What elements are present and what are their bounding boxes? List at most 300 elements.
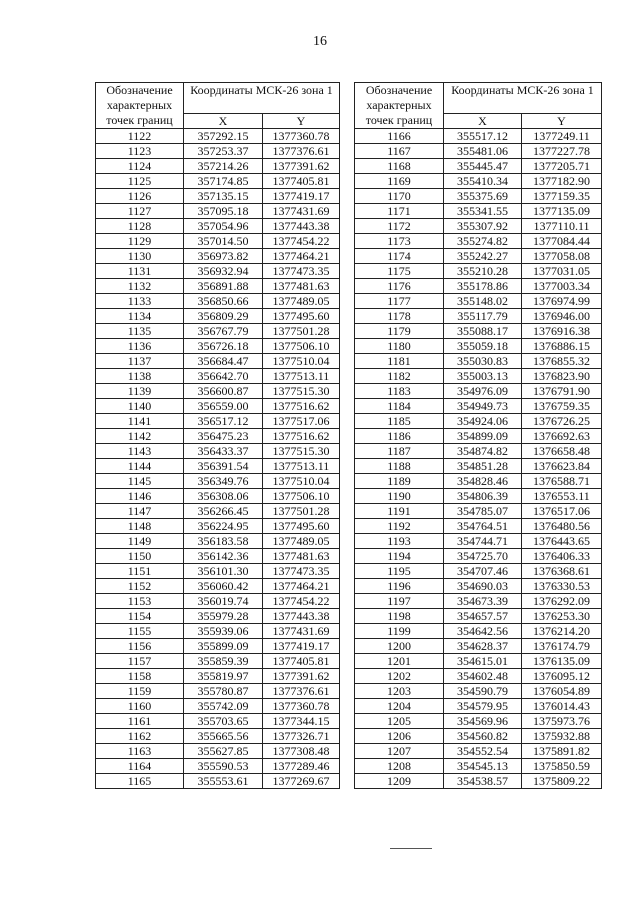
- cell-y: 1377454.22: [263, 594, 340, 609]
- cell-point-id: 1153: [96, 594, 184, 609]
- header-point-label: Обозначение характерных точек границ: [96, 83, 184, 129]
- cell-x: 355375.69: [444, 189, 522, 204]
- cell-point-id: 1200: [355, 639, 444, 654]
- cell-x: 356183.58: [184, 534, 263, 549]
- cell-x: 354899.09: [444, 429, 522, 444]
- cell-y: 1376330.53: [522, 579, 602, 594]
- cell-y: 1376823.90: [522, 369, 602, 384]
- table-row: [355, 729, 602, 744]
- cell-x: 355148.02: [444, 294, 522, 309]
- cell-x: 357054.96: [184, 219, 263, 234]
- cell-point-id: 1125: [96, 174, 184, 189]
- cell-y: 1377506.10: [263, 489, 340, 504]
- cell-y: 1377360.78: [263, 699, 340, 714]
- table-row: [355, 399, 602, 414]
- cell-point-id: 1170: [355, 189, 444, 204]
- cell-point-id: 1149: [96, 534, 184, 549]
- cell-y: 1376443.65: [522, 534, 602, 549]
- cell-x: 354615.01: [444, 654, 522, 669]
- cell-x: 355088.17: [444, 324, 522, 339]
- cell-x: 355819.97: [184, 669, 263, 684]
- cell-point-id: 1193: [355, 534, 444, 549]
- table-row: [355, 429, 602, 444]
- cell-y: 1377481.63: [263, 549, 340, 564]
- table-row: [96, 714, 340, 729]
- header-coords-group: Координаты МСК-26 зона 1: [184, 83, 340, 114]
- table-row: [355, 474, 602, 489]
- cell-y: 1375932.88: [522, 729, 602, 744]
- cell-y: 1377501.28: [263, 504, 340, 519]
- header-x: X: [444, 114, 522, 129]
- cell-y: 1377419.17: [263, 639, 340, 654]
- cell-x: 355859.39: [184, 654, 263, 669]
- cell-y: 1376174.79: [522, 639, 602, 654]
- cell-x: 356891.88: [184, 279, 263, 294]
- cell-y: 1377376.61: [263, 144, 340, 159]
- cell-x: 355703.65: [184, 714, 263, 729]
- cell-y: 1375891.82: [522, 744, 602, 759]
- cell-y: 1376916.38: [522, 324, 602, 339]
- cell-point-id: 1141: [96, 414, 184, 429]
- table-row: [355, 609, 602, 624]
- cell-x: 354628.37: [444, 639, 522, 654]
- cell-y: 1376406.33: [522, 549, 602, 564]
- table-row: [355, 744, 602, 759]
- cell-x: 355742.09: [184, 699, 263, 714]
- table-row: [96, 564, 340, 579]
- table-row: [96, 324, 340, 339]
- cell-x: 355242.27: [444, 249, 522, 264]
- cell-point-id: 1181: [355, 354, 444, 369]
- table-row: [96, 744, 340, 759]
- cell-x: 357174.85: [184, 174, 263, 189]
- cell-x: 356475.23: [184, 429, 263, 444]
- cell-y: 1377489.05: [263, 534, 340, 549]
- table-row: [355, 774, 602, 789]
- cell-x: 354569.96: [444, 714, 522, 729]
- table-row: [355, 534, 602, 549]
- table-row: [96, 384, 340, 399]
- table-row: [96, 699, 340, 714]
- cell-y: 1377391.62: [263, 669, 340, 684]
- table-row: [96, 504, 340, 519]
- cell-y: 1376480.56: [522, 519, 602, 534]
- cell-point-id: 1191: [355, 504, 444, 519]
- cell-point-id: 1136: [96, 339, 184, 354]
- table-row: [96, 654, 340, 669]
- table-row: [355, 219, 602, 234]
- table-row: [355, 339, 602, 354]
- cell-point-id: 1204: [355, 699, 444, 714]
- cell-y: 1377135.09: [522, 204, 602, 219]
- header-y: Y: [522, 114, 602, 129]
- cell-point-id: 1169: [355, 174, 444, 189]
- table-row: [96, 129, 340, 144]
- cell-y: 1376658.48: [522, 444, 602, 459]
- table-row: [355, 669, 602, 684]
- table-row: [96, 174, 340, 189]
- cell-point-id: 1179: [355, 324, 444, 339]
- table-row: [96, 549, 340, 564]
- cell-y: 1377464.21: [263, 579, 340, 594]
- table-row: [96, 234, 340, 249]
- table-row: [96, 309, 340, 324]
- table-row: [355, 759, 602, 774]
- header-y: Y: [263, 114, 340, 129]
- cell-y: 1377031.05: [522, 264, 602, 279]
- table-row: [355, 624, 602, 639]
- cell-y: 1377515.30: [263, 384, 340, 399]
- cell-point-id: 1162: [96, 729, 184, 744]
- cell-x: 356060.42: [184, 579, 263, 594]
- cell-point-id: 1202: [355, 669, 444, 684]
- cell-y: 1377516.62: [263, 429, 340, 444]
- cell-y: 1377084.44: [522, 234, 602, 249]
- cell-point-id: 1189: [355, 474, 444, 489]
- cell-point-id: 1154: [96, 609, 184, 624]
- cell-point-id: 1152: [96, 579, 184, 594]
- table-row: [355, 654, 602, 669]
- header-coords-group: Координаты МСК-26 зона 1: [444, 83, 602, 114]
- cell-x: 356973.82: [184, 249, 263, 264]
- table-row: [355, 129, 602, 144]
- footer-divider: [390, 848, 432, 849]
- cell-point-id: 1127: [96, 204, 184, 219]
- cell-x: 356517.12: [184, 414, 263, 429]
- cell-point-id: 1159: [96, 684, 184, 699]
- cell-x: 354579.95: [444, 699, 522, 714]
- cell-y: 1377510.04: [263, 474, 340, 489]
- coordinates-table-left: [95, 82, 340, 789]
- cell-x: 354785.07: [444, 504, 522, 519]
- table-row: [355, 639, 602, 654]
- table-row: [96, 264, 340, 279]
- cell-y: 1376368.61: [522, 564, 602, 579]
- cell-x: 354707.46: [444, 564, 522, 579]
- cell-y: 1376135.09: [522, 654, 602, 669]
- cell-x: 356308.06: [184, 489, 263, 504]
- table-row: [355, 444, 602, 459]
- cell-y: 1377159.35: [522, 189, 602, 204]
- cell-point-id: 1151: [96, 564, 184, 579]
- cell-y: 1376553.11: [522, 489, 602, 504]
- coordinates-table-right: [354, 82, 602, 789]
- cell-x: 357214.26: [184, 159, 263, 174]
- table-row: [96, 444, 340, 459]
- table-row: [96, 579, 340, 594]
- cell-point-id: 1144: [96, 459, 184, 474]
- table-row: [96, 429, 340, 444]
- cell-x: 354657.57: [444, 609, 522, 624]
- table-row: [355, 564, 602, 579]
- cell-x: 354874.82: [444, 444, 522, 459]
- cell-x: 355178.86: [444, 279, 522, 294]
- cell-point-id: 1194: [355, 549, 444, 564]
- cell-x: 357095.18: [184, 204, 263, 219]
- table-row: [355, 684, 602, 699]
- table-row: [96, 759, 340, 774]
- cell-y: 1376292.09: [522, 594, 602, 609]
- cell-point-id: 1122: [96, 129, 184, 144]
- cell-x: 356142.36: [184, 549, 263, 564]
- cell-x: 355410.34: [444, 174, 522, 189]
- cell-y: 1377516.62: [263, 399, 340, 414]
- cell-x: 354851.28: [444, 459, 522, 474]
- cell-y: 1377376.61: [263, 684, 340, 699]
- cell-x: 354673.39: [444, 594, 522, 609]
- table-row: [355, 459, 602, 474]
- cell-x: 356224.95: [184, 519, 263, 534]
- cell-y: 1377489.05: [263, 294, 340, 309]
- cell-y: 1377405.81: [263, 654, 340, 669]
- table-row: [355, 504, 602, 519]
- cell-point-id: 1167: [355, 144, 444, 159]
- table-row: [355, 309, 602, 324]
- table-row: [355, 414, 602, 429]
- table-row: [355, 174, 602, 189]
- table-row: [355, 579, 602, 594]
- cell-point-id: 1168: [355, 159, 444, 174]
- cell-point-id: 1138: [96, 369, 184, 384]
- cell-x: 355979.28: [184, 609, 263, 624]
- table-body-right: [355, 129, 602, 789]
- cell-y: 1377419.17: [263, 189, 340, 204]
- table-row: [96, 609, 340, 624]
- table-row: [96, 774, 340, 789]
- cell-point-id: 1182: [355, 369, 444, 384]
- cell-point-id: 1207: [355, 744, 444, 759]
- cell-y: 1376791.90: [522, 384, 602, 399]
- cell-x: 355030.83: [444, 354, 522, 369]
- table-row: [355, 294, 602, 309]
- cell-point-id: 1197: [355, 594, 444, 609]
- cell-point-id: 1123: [96, 144, 184, 159]
- cell-y: 1376588.71: [522, 474, 602, 489]
- table-row: [96, 279, 340, 294]
- cell-point-id: 1130: [96, 249, 184, 264]
- table-row: [96, 459, 340, 474]
- cell-y: 1377308.48: [263, 744, 340, 759]
- cell-x: 356932.94: [184, 264, 263, 279]
- table-row: [96, 414, 340, 429]
- cell-point-id: 1183: [355, 384, 444, 399]
- cell-point-id: 1142: [96, 429, 184, 444]
- cell-y: 1377405.81: [263, 174, 340, 189]
- table-row: [96, 369, 340, 384]
- cell-x: 354560.82: [444, 729, 522, 744]
- table-row: [96, 594, 340, 609]
- cell-point-id: 1139: [96, 384, 184, 399]
- cell-x: 355059.18: [444, 339, 522, 354]
- cell-x: 354590.79: [444, 684, 522, 699]
- cell-y: 1377431.69: [263, 624, 340, 639]
- header-point-label: Обозначение характерных точек границ: [355, 83, 444, 129]
- table-row: [96, 144, 340, 159]
- cell-x: 356642.70: [184, 369, 263, 384]
- cell-y: 1377360.78: [263, 129, 340, 144]
- table-row: [96, 684, 340, 699]
- cell-x: 356019.74: [184, 594, 263, 609]
- cell-point-id: 1131: [96, 264, 184, 279]
- cell-point-id: 1206: [355, 729, 444, 744]
- cell-point-id: 1160: [96, 699, 184, 714]
- table-row: [355, 384, 602, 399]
- cell-point-id: 1203: [355, 684, 444, 699]
- table-row: [355, 354, 602, 369]
- cell-point-id: 1174: [355, 249, 444, 264]
- cell-x: 356684.47: [184, 354, 263, 369]
- cell-x: 355445.47: [444, 159, 522, 174]
- cell-y: 1377058.08: [522, 249, 602, 264]
- cell-point-id: 1126: [96, 189, 184, 204]
- cell-x: 356391.54: [184, 459, 263, 474]
- cell-y: 1376759.35: [522, 399, 602, 414]
- cell-y: 1376886.15: [522, 339, 602, 354]
- cell-x: 355274.82: [444, 234, 522, 249]
- cell-y: 1377269.67: [263, 774, 340, 789]
- table-row: [96, 219, 340, 234]
- cell-x: 356433.37: [184, 444, 263, 459]
- cell-point-id: 1145: [96, 474, 184, 489]
- cell-point-id: 1173: [355, 234, 444, 249]
- cell-x: 355553.61: [184, 774, 263, 789]
- cell-point-id: 1143: [96, 444, 184, 459]
- cell-point-id: 1172: [355, 219, 444, 234]
- cell-point-id: 1137: [96, 354, 184, 369]
- cell-point-id: 1178: [355, 309, 444, 324]
- cell-y: 1377501.28: [263, 324, 340, 339]
- cell-y: 1377506.10: [263, 339, 340, 354]
- cell-y: 1376946.00: [522, 309, 602, 324]
- cell-x: 354552.54: [444, 744, 522, 759]
- cell-point-id: 1180: [355, 339, 444, 354]
- table-row: [96, 639, 340, 654]
- table-row: [355, 279, 602, 294]
- table-row: [355, 159, 602, 174]
- cell-point-id: 1192: [355, 519, 444, 534]
- cell-x: 354642.56: [444, 624, 522, 639]
- cell-y: 1377182.90: [522, 174, 602, 189]
- cell-x: 356850.66: [184, 294, 263, 309]
- cell-point-id: 1209: [355, 774, 444, 789]
- table-row: [355, 234, 602, 249]
- table-body-left: [96, 129, 340, 789]
- cell-y: 1377454.22: [263, 234, 340, 249]
- cell-y: 1376054.89: [522, 684, 602, 699]
- cell-point-id: 1161: [96, 714, 184, 729]
- cell-point-id: 1175: [355, 264, 444, 279]
- cell-x: 355627.85: [184, 744, 263, 759]
- cell-point-id: 1208: [355, 759, 444, 774]
- cell-x: 355780.87: [184, 684, 263, 699]
- table-row: [96, 534, 340, 549]
- cell-point-id: 1201: [355, 654, 444, 669]
- cell-y: 1377249.11: [522, 129, 602, 144]
- page-number: 16: [313, 34, 327, 49]
- cell-y: 1376517.06: [522, 504, 602, 519]
- cell-point-id: 1140: [96, 399, 184, 414]
- cell-y: 1375850.59: [522, 759, 602, 774]
- cell-y: 1377517.06: [263, 414, 340, 429]
- cell-x: 356101.30: [184, 564, 263, 579]
- table-row: [355, 549, 602, 564]
- cell-point-id: 1171: [355, 204, 444, 219]
- table-row: [96, 399, 340, 414]
- table-row: [96, 204, 340, 219]
- table-row: [96, 294, 340, 309]
- cell-y: 1376253.30: [522, 609, 602, 624]
- table-row: [96, 249, 340, 264]
- cell-y: 1377431.69: [263, 204, 340, 219]
- table-row: [355, 699, 602, 714]
- cell-point-id: 1157: [96, 654, 184, 669]
- header-x: X: [184, 114, 263, 129]
- cell-x: 357014.50: [184, 234, 263, 249]
- cell-point-id: 1176: [355, 279, 444, 294]
- cell-y: 1377205.71: [522, 159, 602, 174]
- cell-point-id: 1156: [96, 639, 184, 654]
- cell-point-id: 1164: [96, 759, 184, 774]
- cell-x: 354744.71: [444, 534, 522, 549]
- cell-x: 354690.03: [444, 579, 522, 594]
- cell-x: 355590.53: [184, 759, 263, 774]
- cell-point-id: 1134: [96, 309, 184, 324]
- cell-point-id: 1177: [355, 294, 444, 309]
- cell-point-id: 1188: [355, 459, 444, 474]
- cell-y: 1377464.21: [263, 249, 340, 264]
- cell-y: 1377227.78: [522, 144, 602, 159]
- cell-x: 357292.15: [184, 129, 263, 144]
- cell-point-id: 1185: [355, 414, 444, 429]
- cell-x: 354764.51: [444, 519, 522, 534]
- cell-y: 1376726.25: [522, 414, 602, 429]
- cell-point-id: 1195: [355, 564, 444, 579]
- cell-point-id: 1147: [96, 504, 184, 519]
- cell-x: 356809.29: [184, 309, 263, 324]
- cell-y: 1377481.63: [263, 279, 340, 294]
- cell-x: 354602.48: [444, 669, 522, 684]
- cell-y: 1377495.60: [263, 309, 340, 324]
- cell-point-id: 1184: [355, 399, 444, 414]
- cell-point-id: 1190: [355, 489, 444, 504]
- cell-x: 355939.06: [184, 624, 263, 639]
- cell-point-id: 1124: [96, 159, 184, 174]
- cell-y: 1377344.15: [263, 714, 340, 729]
- table-row: [355, 249, 602, 264]
- cell-y: 1377510.04: [263, 354, 340, 369]
- table-row: [355, 594, 602, 609]
- cell-x: 354828.46: [444, 474, 522, 489]
- cell-y: 1376623.84: [522, 459, 602, 474]
- table-row: [96, 729, 340, 744]
- table-row: [96, 159, 340, 174]
- cell-x: 355307.92: [444, 219, 522, 234]
- table-row: [355, 369, 602, 384]
- cell-point-id: 1155: [96, 624, 184, 639]
- cell-y: 1376855.32: [522, 354, 602, 369]
- table-row: [96, 339, 340, 354]
- cell-y: 1375809.22: [522, 774, 602, 789]
- cell-y: 1377495.60: [263, 519, 340, 534]
- cell-point-id: 1196: [355, 579, 444, 594]
- cell-point-id: 1132: [96, 279, 184, 294]
- cell-x: 356559.00: [184, 399, 263, 414]
- cell-x: 355665.56: [184, 729, 263, 744]
- cell-point-id: 1199: [355, 624, 444, 639]
- cell-y: 1377443.38: [263, 219, 340, 234]
- cell-x: 355003.13: [444, 369, 522, 384]
- cell-point-id: 1135: [96, 324, 184, 339]
